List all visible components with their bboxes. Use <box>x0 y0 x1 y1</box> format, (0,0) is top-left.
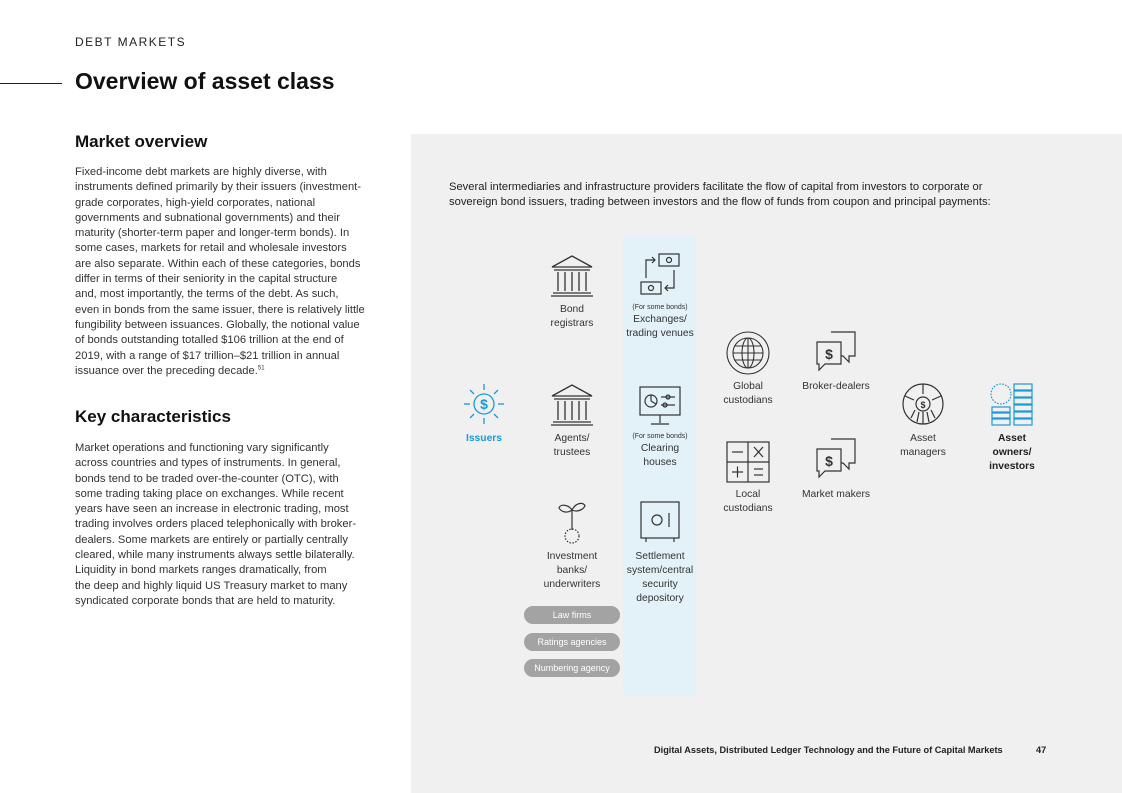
market-overview-text: Fixed-income debt markets are highly diverse, with instruments defined primarily by their issuers (investment- grade corporates, high-yield corporates, national governments and subnational governments) and their maturity (shorter-term paper and longer-term bonds). In some cases, markets for retail and wholesale investors are also separate. Within each of these categories, bonds differ in terms of their seniority in the capital structure and, most importantly, the terms of the debt. As such, even in bonds from the same issuer, there is relatively little fungibility between issuances. Globally, the notional value of bonds outstanding totalled $106 trillion at the end of 2019, with a range of $17 trillion–$21 trillion in annual issuance over the preceding decade.$^{51}$ <box>75 166 365 377</box>
key-characteristics-heading: Key characteristics <box>75 407 231 426</box>
footer-title: Digital Assets, Distributed Ledger Technology and the Future of Capital Markets <box>654 745 1003 755</box>
market-makers-label: Market makers <box>801 489 871 500</box>
pie-chart-dollar-icon <box>901 382 945 426</box>
page-title: Overview of asset class <box>75 68 335 94</box>
clearing-monitor-icon <box>637 385 683 427</box>
broker-dealers-label: Broker-dealers <box>802 381 870 392</box>
calculator-icon <box>725 440 771 484</box>
issuers-icon <box>462 382 506 426</box>
pill-numbering-agency: Numbering agency <box>524 659 620 677</box>
asset-managers-label: Asset managers <box>900 433 946 458</box>
globe-icon <box>725 330 771 376</box>
dollar-chat-icon <box>813 330 859 372</box>
coin-stacks-icon <box>988 382 1036 426</box>
svg-text:$: $ <box>825 453 833 469</box>
local-custodians-label: Local custodians <box>723 489 773 514</box>
plant-growth-icon <box>556 500 588 544</box>
svg-text:$: $ <box>920 400 926 410</box>
vault-safe-icon <box>638 500 682 544</box>
title-rule <box>0 83 62 84</box>
section-label: DEBT MARKETS <box>75 35 187 49</box>
pill-law-firms: Law firms <box>524 606 620 624</box>
page-number: 47 <box>1036 745 1047 755</box>
bank-building-icon <box>549 254 595 298</box>
dollar-chat-icon <box>813 437 859 479</box>
agents-trustees-label: Agents/ trustees <box>553 433 591 458</box>
bank-building-icon <box>549 383 595 427</box>
market-overview-heading: Market overview <box>75 132 208 151</box>
exchanges-label: (For some bonds) Exchanges/ trading venues <box>626 304 694 339</box>
pill-ratings-agencies: Ratings agencies <box>524 633 620 651</box>
global-custodians-label: Global custodians <box>723 381 773 406</box>
investment-banks-label: Investment banks/ underwriters <box>543 551 601 590</box>
svg-text:$: $ <box>825 346 833 362</box>
issuers-label: Issuers <box>465 433 503 444</box>
exchange-arrows-icon <box>637 250 683 298</box>
diagram-intro: Several intermediaries and infrastructure providers facilitate the flow of capital from investors to corporate or sovereign bond issuers, trading between investors and the flow of funds from coupon and principal payments: <box>449 181 991 208</box>
bond-registrars-label: Bond registrars <box>550 304 594 329</box>
asset-owners-label: Asset owners/ investors <box>989 433 1035 472</box>
clearing-houses-label: (For some bonds) Clearing houses <box>632 433 688 468</box>
footnote-ref[interactable]: 51 <box>257 365 265 372</box>
svg-text:$: $ <box>480 396 488 412</box>
settlement-label: Settlement system/central security depository <box>626 551 694 604</box>
key-characteristics-text: Market operations and functioning vary significantly across countries and types of instruments. In general, bonds tend to be traded over-the-counter (OTC), with some trading taking place on exchanges. While recent years have seen an increase in electronic trading, most trading involves orders placed telephonically with broker- dealers. Some markets are entirely or partially centrally cleared, while many instruments always settle bilaterally. Liquidity in bond markets ranges dramatically, from the deep and highly liquid US Treasury market to many syndicated corporate bonds that are held to maturity. <box>75 442 357 607</box>
